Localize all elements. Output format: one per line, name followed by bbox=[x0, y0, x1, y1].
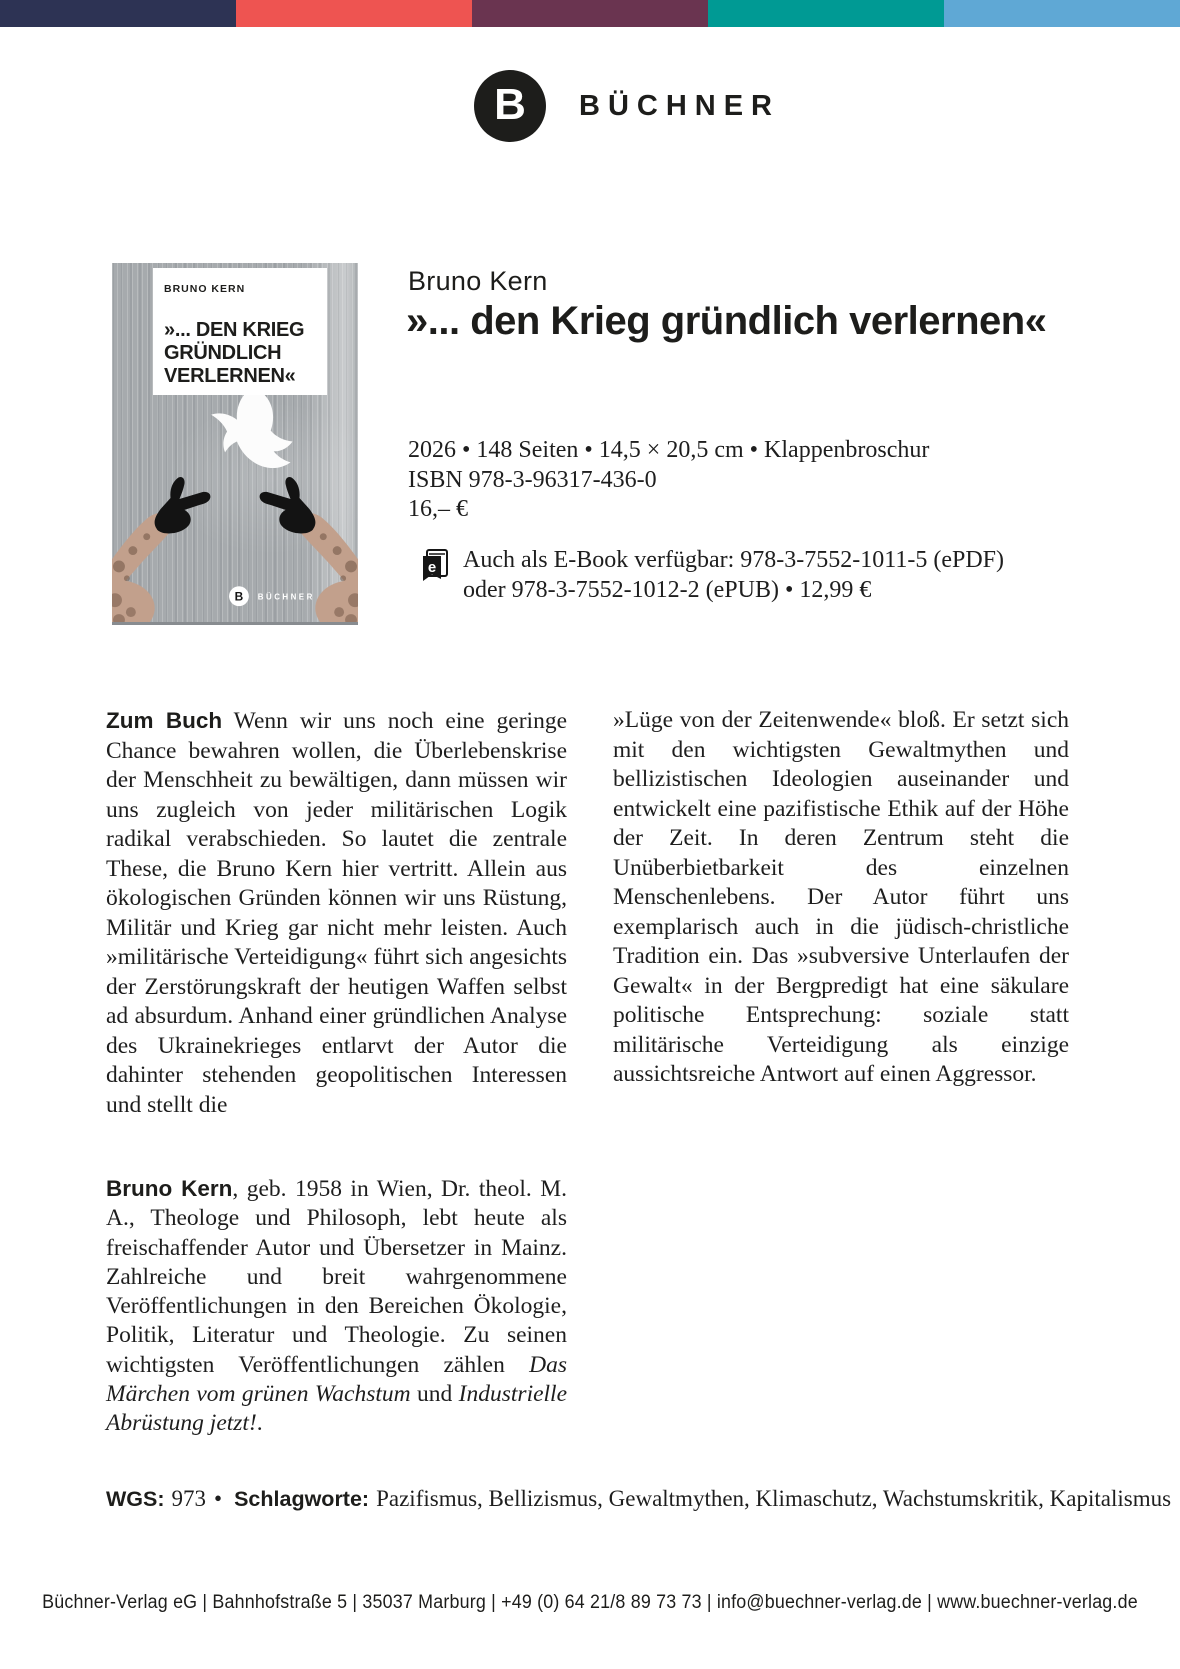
ebook-icon bbox=[421, 548, 449, 582]
publisher-footer: Büchner-Verlag eG | Bahnhofstraße 5 | 35037 Marburg | +49 (0) 64 21/8 89 73 73 | info@buechner-verlag.de | www.buechner-verlag.de bbox=[42, 1592, 1138, 1613]
bio-text: und bbox=[410, 1381, 459, 1408]
keywords-line bbox=[106, 1486, 1172, 1512]
color-bar-segment-plum bbox=[472, 0, 708, 27]
bio-author-name: Bruno Kern bbox=[106, 1176, 233, 1201]
book-work-title-2: Industrielle Abrüstung jetzt! bbox=[106, 1381, 568, 1437]
ebook-line1: Auch als E-Book verfügbar: 978-3-7552-1011-5 (ePDF) bbox=[463, 547, 1004, 573]
author-name: Bruno Kern bbox=[408, 266, 548, 296]
color-bar-segment-teal bbox=[708, 0, 944, 27]
dove-icon bbox=[211, 390, 292, 468]
color-bar-segment-navy bbox=[0, 0, 236, 27]
book-work-title-1: Das Märchen vom grünen Wachstum bbox=[106, 1351, 567, 1408]
wgs-label: WGS: bbox=[106, 1487, 165, 1511]
price-line: 16,– € bbox=[408, 496, 468, 522]
bio-text: . bbox=[256, 1410, 263, 1437]
logo-letter: B bbox=[494, 80, 526, 129]
separator-dot: • bbox=[214, 1486, 223, 1511]
ebook-line2: oder 978-3-7552-1012-2 (ePUB) • 12,99 € bbox=[463, 577, 872, 603]
cover-author: BRUNO KERN bbox=[164, 283, 246, 295]
isbn-line: ISBN 978-3-96317-436-0 bbox=[408, 466, 657, 493]
cover-title-line: GRÜNDLICH bbox=[164, 342, 282, 364]
edition-line: 2026 • 148 Seiten • 14,5 × 20,5 cm • Klappenbroschur bbox=[408, 437, 930, 463]
about-column-1 bbox=[106, 706, 567, 1120]
book-cover bbox=[112, 263, 358, 625]
cover-publisher-name: BÜCHNER bbox=[257, 592, 315, 602]
right-corner-texture bbox=[315, 580, 358, 622]
ebook-text bbox=[463, 545, 1004, 605]
cover-title-line: VERLERNEN« bbox=[164, 365, 296, 387]
cover-title-line: »... DEN KRIEG bbox=[164, 319, 305, 341]
top-color-bar bbox=[0, 0, 1180, 27]
about-column-2: »Lüge von der Zeitenwende« bloß. Er setzt sich mit den wichtigsten Gewaltmythen und bellizistischen Ideologien auseinander und entwickelt eine pazifistische Ethik auf der Höhe der Zeit. In deren Zentrum steht die Unüberbietbarkeit des einzelnen Menschenlebens. Der Autor führt uns exemplarisch auch in die jüdisch-christliche Tradition ein. Das »subversive Unterlaufen der Gewalt« in der Bergpredigt hat eine säkulare politische Entsprechung: soziale statt militärische Verteidigung als einzige aussichtsreiche Antwort auf einen Aggressor. bbox=[613, 707, 1069, 1087]
book-details bbox=[408, 436, 929, 525]
schlagworte-label: Schlagworte: bbox=[234, 1487, 370, 1511]
ebook-icon-letter: e bbox=[427, 559, 437, 576]
left-corner-texture bbox=[112, 580, 155, 622]
schlagworte-value: Pazifismus, Bellizismus, Gewaltmythen, Klimaschutz, Wachstumskritik, Kapitalismus bbox=[376, 1486, 1172, 1511]
about-text-part1: Wenn wir uns noch eine geringe Chance bewahren wollen, die Überlebenskrise der Menschheit zu bewältigen, dann müssen wir uns zugleich von jeder militärischen Logik radikal verabschieden. So lautet die zentrale These, die Bruno Kern hier vertritt. Allein aus ökologischen Gründen können wir uns Rüstung, Militär und Krieg gar nicht mehr leisten. Auch »militärische Verteidigung« führt sich angesichts der Zerstörungskraft der heutigen Waffen selbst ad absurdum. Anhand einer gründlichen Analyse des Ukrainekrieges entlarvt der Autor die dahinter stehenden geopolitischen Interessen und stellt die bbox=[106, 708, 567, 1118]
color-bar-segment-blue bbox=[944, 0, 1180, 27]
cover-publisher-logo bbox=[229, 586, 315, 606]
cover-logo-letter: B bbox=[234, 589, 244, 604]
buechner-logo-icon bbox=[474, 70, 546, 142]
wgs-value: 973 bbox=[171, 1486, 207, 1511]
publisher-logo bbox=[474, 70, 780, 142]
color-bar-segment-red bbox=[236, 0, 472, 27]
ebook-info bbox=[421, 545, 1004, 605]
publisher-wordmark: BÜCHNER bbox=[579, 89, 780, 122]
book-title: »... den Krieg gründlich verlernen« bbox=[406, 299, 1047, 343]
cover-title bbox=[164, 319, 327, 388]
author-bio bbox=[106, 1174, 567, 1439]
bio-text: , geb. 1958 in Wien, Dr. theol. M. A., Theologe und Philosoph, lebt heute als freischaffender Autor und Übersetzer in Mainz. Zahlreiche und breit wahrgenommene Veröffentlichungen in den Bereichen Ökologie, Politik, Literatur und Theologie. Zu seinen wichtigsten Veröffentlichungen zählen bbox=[106, 1176, 567, 1378]
cover-title-panel bbox=[153, 268, 327, 395]
zum-buch-label: Zum Buch bbox=[106, 708, 223, 733]
